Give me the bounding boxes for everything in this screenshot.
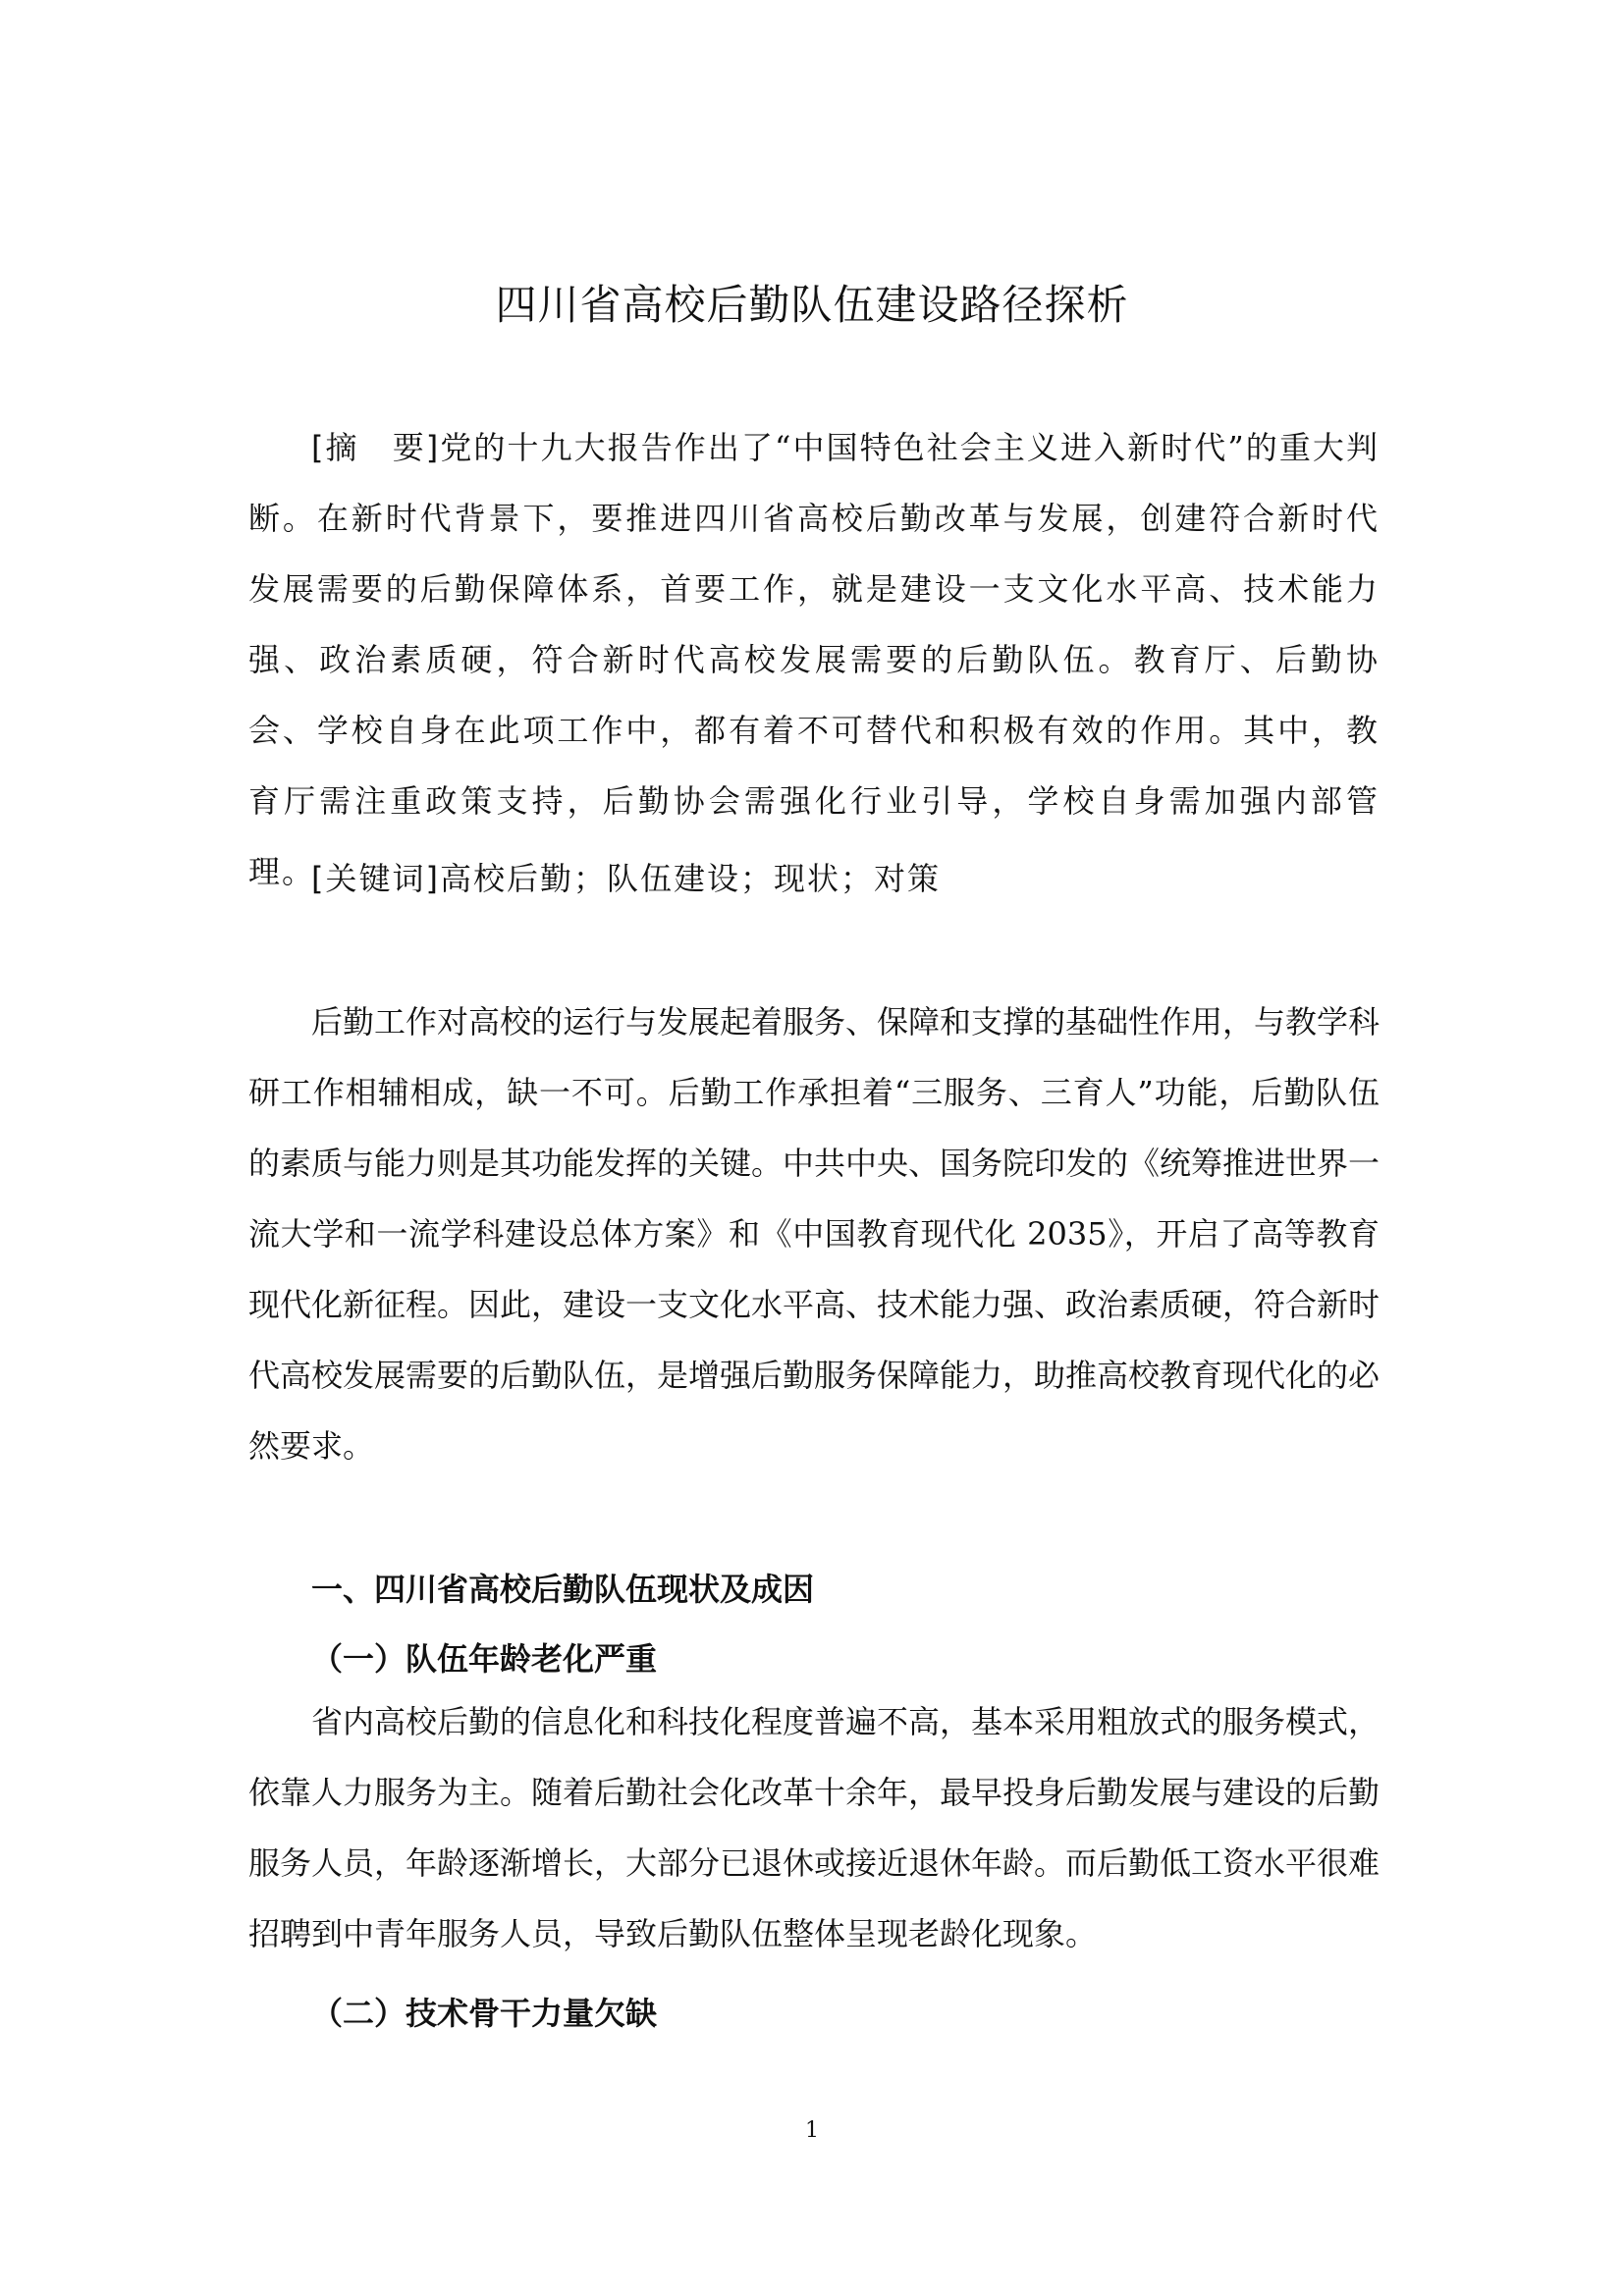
abstract-text: 党的十九大报告作出了“中国特色社会主义进入新时代”的重大判断。在新时代背景下，要推进四川省高校后勤改革与发展，创建符合新时代发展需要的后勤保障体系，首要工作，就是建设一支文化水平高、技术能力强、政治素质硬，符合新时代高校发展需要的后勤队伍。教育厅、后勤协会、学校自身在此项工作中，都有着不可替代和积极有效的作用。其中，教育厅需注重政策支持，后勤协会需强化行业引导，学校自身需加强内部管理。	[248, 429, 1380, 890]
subsection-heading-2: （二）技术骨干力量欠缺	[311, 1995, 658, 2032]
abstract	[248, 412, 1380, 907]
keywords-paragraph	[248, 843, 1380, 914]
subsection-1-paragraph: 省内高校后勤的信息化和科技化程度普遍不高，基本采用粗放式的服务模式，依靠人力服务为主。随着后勤社会化改革十余年，最早投身后勤发展与建设的后勤服务人员，年龄逐渐增长，大部分已退休或接近退休年龄。而后勤低工资水平很难招聘到中青年服务人员，导致后勤队伍整体呈现老龄化现象。	[248, 1703, 1380, 1952]
section-heading-1: 一、四川省高校后勤队伍现状及成因	[311, 1571, 815, 1608]
abstract-label: [摘 要]	[311, 429, 441, 466]
keywords-text: 高校后勤；队伍建设；现状；对策	[439, 860, 941, 897]
intro-paragraph: 后勤工作对高校的运行与发展起着服务、保障和支撑的基础性作用，与教学科研工作相辅相成，缺一不可。后勤工作承担着“三服务、三育人”功能，后勤队伍的素质与能力则是其功能发挥的关键。中共中央、国务院印发的《统筹推进世界一流大学和一流学科建设总体方案》和《中国教育现代化 2035》，开启了高等教育现代化新征程。因此，建设一支文化水平高、技术能力强、政治素质硬，符合新时代高校发展需要的后勤队伍，是增强后勤服务保障能力，助推高校教育现代化的必然要求。	[248, 1003, 1380, 1465]
subsection-1-body	[248, 1686, 1380, 1969]
keywords	[248, 843, 1380, 914]
abstract-paragraph	[248, 412, 1380, 907]
intro	[248, 987, 1380, 1481]
page-number: 1	[805, 2118, 819, 2143]
subsection-heading-1: （一）队伍年龄老化严重	[311, 1640, 658, 1678]
document-title: 四川省高校后勤队伍建设路径探析	[495, 281, 1129, 329]
keywords-label: [关键词]	[311, 860, 440, 897]
